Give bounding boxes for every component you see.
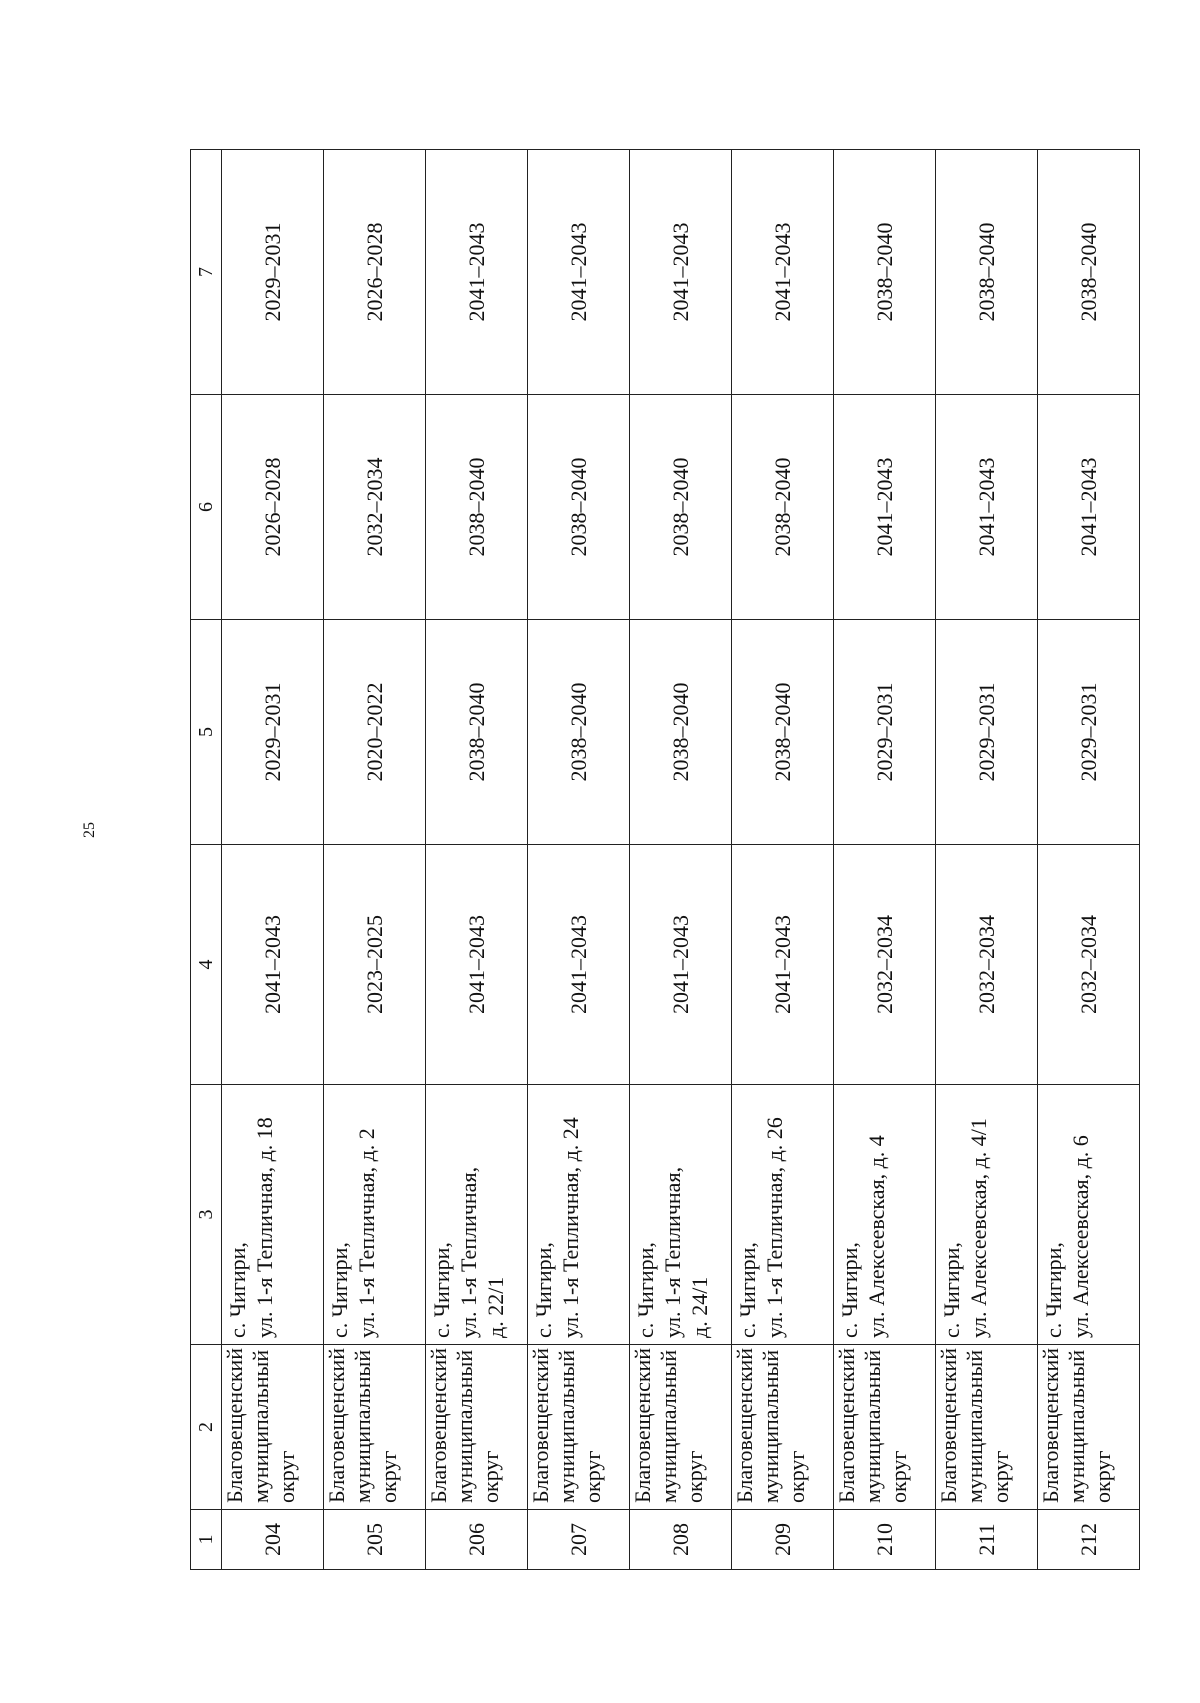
cell-address (834, 1085, 936, 1345)
cell-period-c4: 2023–2025 (324, 845, 426, 1085)
cell-number: 205 (324, 1510, 426, 1570)
cell-address (935, 1085, 1037, 1345)
cell-district (1037, 1345, 1139, 1510)
cell-number: 210 (834, 1510, 936, 1570)
address-line: ул. 1-я Тепличная, д. 2 (354, 1128, 380, 1338)
table-row (630, 150, 732, 1570)
cell-period-c5: 2029–2031 (935, 620, 1037, 845)
cell-district (324, 1345, 426, 1510)
column-header: 3 (191, 1085, 222, 1345)
address-line: с. Чигири, (225, 1242, 251, 1338)
cell-number: 209 (732, 1510, 834, 1570)
district-line: округ (682, 1450, 708, 1503)
cell-district (834, 1345, 936, 1510)
address-line: ул. 1-я Тепличная, д. 18 (252, 1117, 278, 1338)
cell-period-c7: 2026–2028 (324, 150, 426, 395)
cell-period-c4: 2041–2043 (222, 845, 324, 1085)
cell-period-c4: 2032–2034 (935, 845, 1037, 1085)
cell-period-c7: 2041–2043 (528, 150, 630, 395)
cell-period-c4: 2041–2043 (630, 845, 732, 1085)
cell-period-c5: 2038–2040 (528, 620, 630, 845)
district-line: Благовещенский (834, 1347, 859, 1503)
cell-address (630, 1085, 732, 1345)
cell-address (528, 1085, 630, 1345)
cell-address (426, 1085, 528, 1345)
district-line: округ (376, 1450, 402, 1503)
table-row (1037, 150, 1139, 1570)
column-header: 6 (191, 395, 222, 620)
district-line: округ (784, 1450, 810, 1503)
cell-address (324, 1085, 426, 1345)
address-line: с. Чигири, (837, 1242, 862, 1338)
district-line: муниципальный (656, 1349, 682, 1503)
page-number: 25 (81, 822, 98, 838)
district-line: Благовещенский (528, 1347, 554, 1503)
cell-period-c7: 2041–2043 (630, 150, 732, 395)
cell-period-c4: 2032–2034 (834, 845, 936, 1085)
cell-district (732, 1345, 834, 1510)
cell-period-c4: 2041–2043 (732, 845, 834, 1085)
district-line: Благовещенский (935, 1347, 961, 1503)
cell-period-c7: 2041–2043 (732, 150, 834, 395)
district-line: муниципальный (961, 1349, 987, 1503)
address-line: с. Чигири, (327, 1242, 353, 1338)
address-line: с. Чигири, (1040, 1242, 1066, 1338)
cell-period-c4: 2041–2043 (528, 845, 630, 1085)
cell-number: 212 (1037, 1510, 1139, 1570)
cell-period-c6: 2038–2040 (630, 395, 732, 620)
column-header: 5 (191, 620, 222, 845)
cell-period-c7: 2029–2031 (222, 150, 324, 395)
column-header: 2 (191, 1345, 222, 1510)
table-row (528, 150, 630, 1570)
cell-period-c5: 2038–2040 (732, 620, 834, 845)
table-row (426, 150, 528, 1570)
cell-period-c6: 2038–2040 (426, 395, 528, 620)
cell-period-c6: 2041–2043 (935, 395, 1037, 620)
cell-period-c6: 2032–2034 (324, 395, 426, 620)
district-line: округ (274, 1450, 300, 1503)
district-line: округ (1089, 1450, 1115, 1503)
cell-period-c5: 2038–2040 (630, 620, 732, 845)
address-line: с. Чигири, (938, 1242, 964, 1338)
table-row (222, 150, 324, 1570)
district-line: округ (987, 1450, 1013, 1503)
cell-address (222, 1085, 324, 1345)
cell-district (630, 1345, 732, 1510)
address-line: с. Чигири, (735, 1242, 761, 1338)
cell-number: 207 (528, 1510, 630, 1570)
address-line: с. Чигири, (429, 1242, 455, 1338)
cell-period-c6: 2041–2043 (834, 395, 936, 620)
district-line: округ (580, 1450, 606, 1503)
district-line: муниципальный (248, 1349, 274, 1503)
cell-district (528, 1345, 630, 1510)
table-row (324, 150, 426, 1570)
address-line: ул. 1-я Тепличная, д. 24 (558, 1117, 584, 1338)
cell-district (426, 1345, 528, 1510)
cell-period-c5: 2029–2031 (222, 620, 324, 845)
cell-period-c5: 2020–2022 (324, 620, 426, 845)
cell-period-c7: 2038–2040 (935, 150, 1037, 395)
address-line: д. 24/1 (687, 1276, 713, 1338)
cell-number: 208 (630, 1510, 732, 1570)
cell-period-c5: 2038–2040 (426, 620, 528, 845)
cell-period-c6: 2038–2040 (732, 395, 834, 620)
address-line: ул. Алексеевская, д. 4 (864, 1135, 889, 1338)
address-line: ул. 1-я Тепличная, (456, 1166, 482, 1338)
district-line: муниципальный (758, 1349, 784, 1503)
header-row (191, 150, 222, 1570)
district-line: муниципальный (1063, 1349, 1089, 1503)
cell-period-c6: 2038–2040 (528, 395, 630, 620)
cell-period-c7: 2038–2040 (1037, 150, 1139, 395)
cell-number: 211 (935, 1510, 1037, 1570)
district-line: Благовещенский (324, 1347, 350, 1503)
cell-period-c7: 2038–2040 (834, 150, 936, 395)
district-line: Благовещенский (630, 1347, 656, 1503)
column-header: 7 (191, 150, 222, 395)
cell-period-c5: 2029–2031 (1037, 620, 1139, 845)
address-line: с. Чигири, (633, 1242, 659, 1338)
cell-period-c6: 2026–2028 (222, 395, 324, 620)
table-row (732, 150, 834, 1570)
district-line: округ (886, 1450, 911, 1503)
cell-period-c7: 2041–2043 (426, 150, 528, 395)
cell-number: 206 (426, 1510, 528, 1570)
cell-address (1037, 1085, 1139, 1345)
district-line: Благовещенский (1037, 1347, 1063, 1503)
district-line: муниципальный (350, 1349, 376, 1503)
column-header: 4 (191, 845, 222, 1085)
district-line: Благовещенский (222, 1347, 248, 1503)
district-line: муниципальный (554, 1349, 580, 1503)
table-row (935, 150, 1037, 1570)
address-line: д. 22/1 (483, 1276, 509, 1338)
cell-period-c6: 2041–2043 (1037, 395, 1139, 620)
address-line: ул. Алексеевская, д. 6 (1067, 1135, 1093, 1338)
address-line: ул. 1-я Тепличная, (660, 1166, 686, 1338)
rotated-table-wrapper (190, 150, 1140, 1570)
cell-address (732, 1085, 834, 1345)
column-header: 1 (191, 1510, 222, 1570)
cell-period-c5: 2029–2031 (834, 620, 936, 845)
cell-district (935, 1345, 1037, 1510)
address-line: ул. 1-я Тепличная, д. 26 (762, 1117, 788, 1338)
district-line: муниципальный (860, 1349, 885, 1503)
district-line: Благовещенский (426, 1347, 452, 1503)
district-line: муниципальный (452, 1349, 478, 1503)
district-line: Благовещенский (732, 1347, 758, 1503)
district-line: округ (478, 1450, 504, 1503)
table-row (834, 150, 936, 1570)
data-table (190, 149, 1140, 1570)
cell-district (222, 1345, 324, 1510)
address-line: ул. Алексеевская, д. 4/1 (965, 1118, 991, 1338)
cell-period-c4: 2041–2043 (426, 845, 528, 1085)
cell-period-c4: 2032–2034 (1037, 845, 1139, 1085)
address-line: с. Чигири, (531, 1242, 557, 1338)
cell-number: 204 (222, 1510, 324, 1570)
